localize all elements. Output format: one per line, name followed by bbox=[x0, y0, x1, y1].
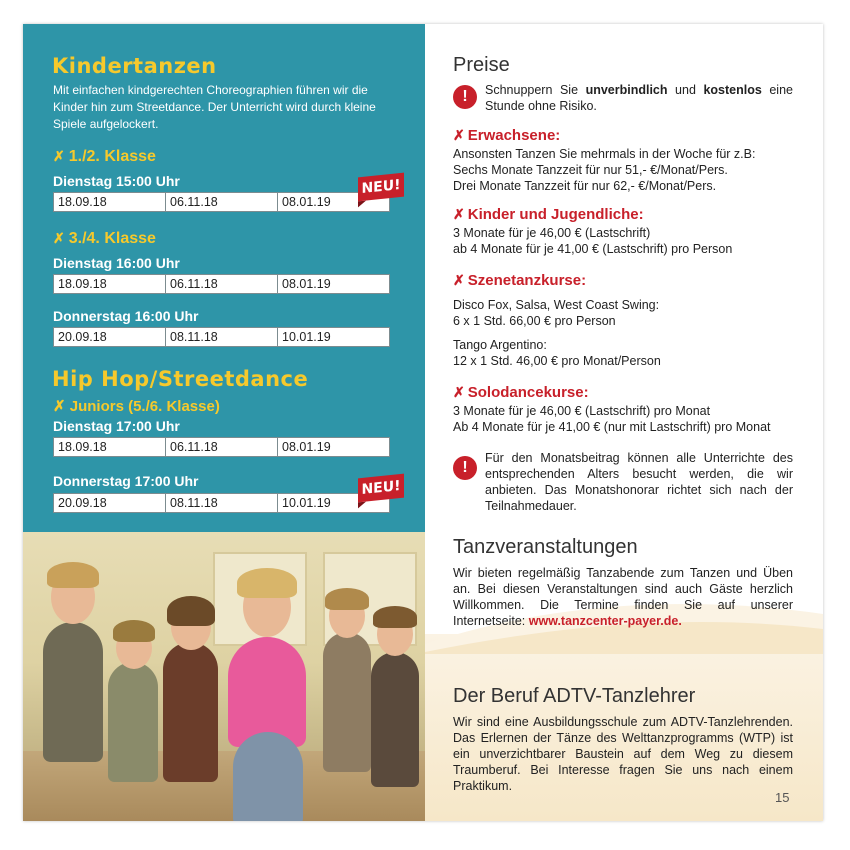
date-cell: 08.11.18 bbox=[166, 494, 278, 512]
kid-figure bbox=[108, 662, 158, 782]
date-cell: 08.01.19 bbox=[282, 277, 331, 291]
date-cell: 18.09.18 bbox=[54, 438, 166, 456]
session-day: Donnerstag 16:00 Uhr bbox=[53, 308, 199, 324]
kid-hair bbox=[237, 568, 297, 598]
session-day: Dienstag 17:00 Uhr bbox=[53, 418, 180, 434]
new-badge: NEU! bbox=[358, 474, 404, 503]
veranstaltungen-title: Tanzveranstaltungen bbox=[453, 536, 638, 558]
solo-text: 3 Monate für je 46,00 € (Lastschrift) pro Monat Ab 4 Monate für je 41,00 € (nur mit Lastschrift) pro Monat bbox=[453, 404, 771, 434]
date-cell: 10.01.19 bbox=[282, 330, 331, 344]
kid-figure bbox=[228, 637, 306, 747]
session-dates bbox=[53, 437, 390, 457]
preise-title: Preise bbox=[453, 54, 510, 76]
session-dates bbox=[53, 327, 390, 347]
date-cell: 08.01.19 bbox=[282, 195, 331, 209]
dancer-icon: ✗ bbox=[453, 206, 465, 222]
alert-icon: ! bbox=[453, 85, 477, 109]
kid-hair bbox=[47, 562, 99, 588]
kindertanzen-title: Kindertanzen bbox=[52, 54, 217, 78]
szene-heading: ✗ Szenetanzkurse: bbox=[453, 272, 587, 289]
kid-hair bbox=[325, 588, 369, 610]
session-day: Dienstag 15:00 Uhr bbox=[53, 173, 180, 189]
dancer-icon: ✗ bbox=[53, 148, 65, 164]
course-schedule-panel bbox=[23, 24, 425, 532]
date-cell: 06.11.18 bbox=[166, 193, 278, 211]
alert-icon: ! bbox=[453, 456, 477, 480]
preise-intro: Schnuppern Sie unverbindlich und kostenlos eine Stunde ohne Risiko. bbox=[485, 83, 793, 113]
dancing-kids-photo bbox=[23, 532, 425, 821]
kid-figure bbox=[163, 642, 218, 782]
grade-heading: ✗ 3./4. Klasse bbox=[53, 230, 156, 247]
kinder-text: 3 Monate für je 46,00 € (Lastschrift) ab 4 Monate für je 41,00 € (Lastschrift) pro Person bbox=[453, 226, 733, 256]
new-badge: NEU! bbox=[358, 173, 404, 202]
website-link[interactable]: www.tanzcenter-payer.de. bbox=[528, 614, 682, 628]
session-day: Dienstag 16:00 Uhr bbox=[53, 255, 180, 271]
veranstaltungen-text: Wir bieten regelmäßig Tanzabende zum Tanzen und Üben an. Bei diesen Veranstaltungen sind auch Gäste herzlich Willkommen. Die Termine finden Sie auf unserer Internetseite: www.tanzcenter-payer.de. bbox=[453, 566, 793, 628]
kid-figure bbox=[323, 632, 371, 772]
kid-figure bbox=[371, 652, 419, 787]
date-cell: 06.11.18 bbox=[166, 438, 278, 456]
kindertanzen-description: Mit einfachen kindgerechten Choreographien führen wir die Kinder hin zum Streetdance. Der Unterricht wird durch kleine Spiele aufgelockert. bbox=[53, 83, 376, 131]
session-dates bbox=[53, 493, 390, 513]
kinder-heading: ✗ Kinder und Jugendliche: bbox=[453, 206, 644, 223]
date-cell: 08.01.19 bbox=[282, 440, 331, 454]
date-cell: 06.11.18 bbox=[166, 275, 278, 293]
hiphop-title: Hip Hop/Streetdance bbox=[52, 367, 309, 391]
szene-text: Disco Fox, Salsa, West Coast Swing: 6 x 1 Std. 66,00 € pro Person Tango Argentino: 12 x 1 Std. 46,00 € pro Monat/Person bbox=[453, 298, 661, 368]
page-number: 15 bbox=[775, 790, 790, 805]
kid-hair bbox=[167, 596, 215, 626]
kid-figure bbox=[233, 732, 303, 821]
erwachsene-text: Ansonsten Tanzen Sie mehrmals in der Woche für z.B: Sechs Monate Tanzzeit für nur 51,- €/Monat/Pers. Drei Monate Tanzzeit für nur 62,- €/Monat/Pers. bbox=[453, 147, 756, 193]
date-cell: 18.09.18 bbox=[54, 193, 166, 211]
grade-heading: ✗ 1./2. Klasse bbox=[53, 148, 156, 165]
date-cell: 20.09.18 bbox=[54, 494, 166, 512]
kid-hair bbox=[373, 606, 417, 628]
dancer-icon: ✗ bbox=[53, 230, 65, 246]
beruf-title: Der Beruf ADTV-Tanzlehrer bbox=[453, 685, 696, 707]
date-cell: 20.09.18 bbox=[54, 328, 166, 346]
date-cell: 18.09.18 bbox=[54, 275, 166, 293]
preise-note: Für den Monatsbeitrag können alle Unterrichte des entsprechenden Alters besucht werden, die wir anbieten. Das Monatshonorar richtet sich nach der Teilnahmedauer. bbox=[485, 451, 793, 513]
session-dates bbox=[53, 192, 390, 212]
dancer-icon: ✗ bbox=[453, 384, 465, 400]
kid-hair bbox=[113, 620, 155, 642]
session-day: Donnerstag 17:00 Uhr bbox=[53, 473, 199, 489]
dancer-icon: ✗ bbox=[53, 398, 66, 415]
kid-figure bbox=[43, 622, 103, 762]
dancer-icon: ✗ bbox=[453, 272, 465, 288]
session-dates bbox=[53, 274, 390, 294]
hiphop-subtitle: ✗ Juniors (5./6. Klasse) bbox=[53, 398, 220, 415]
date-cell: 08.11.18 bbox=[166, 328, 278, 346]
brochure-page bbox=[23, 24, 823, 821]
beruf-text: Wir sind eine Ausbildungsschule zum ADTV-Tanzlehrenden. Das Erlernen der Tänze des Welttanzprogramms (WTP) ist ein unverzichtbarer Baustein auf dem Weg zu diesem Traumberuf. Bei Interesse fragen Sie uns nach einem Praktikum. bbox=[453, 715, 793, 793]
erwachsene-heading: ✗ Erwachsene: bbox=[453, 127, 561, 144]
solo-heading: ✗ Solodancekurse: bbox=[453, 384, 589, 401]
dancer-icon: ✗ bbox=[453, 127, 465, 143]
date-cell: 10.01.19 bbox=[282, 496, 331, 510]
